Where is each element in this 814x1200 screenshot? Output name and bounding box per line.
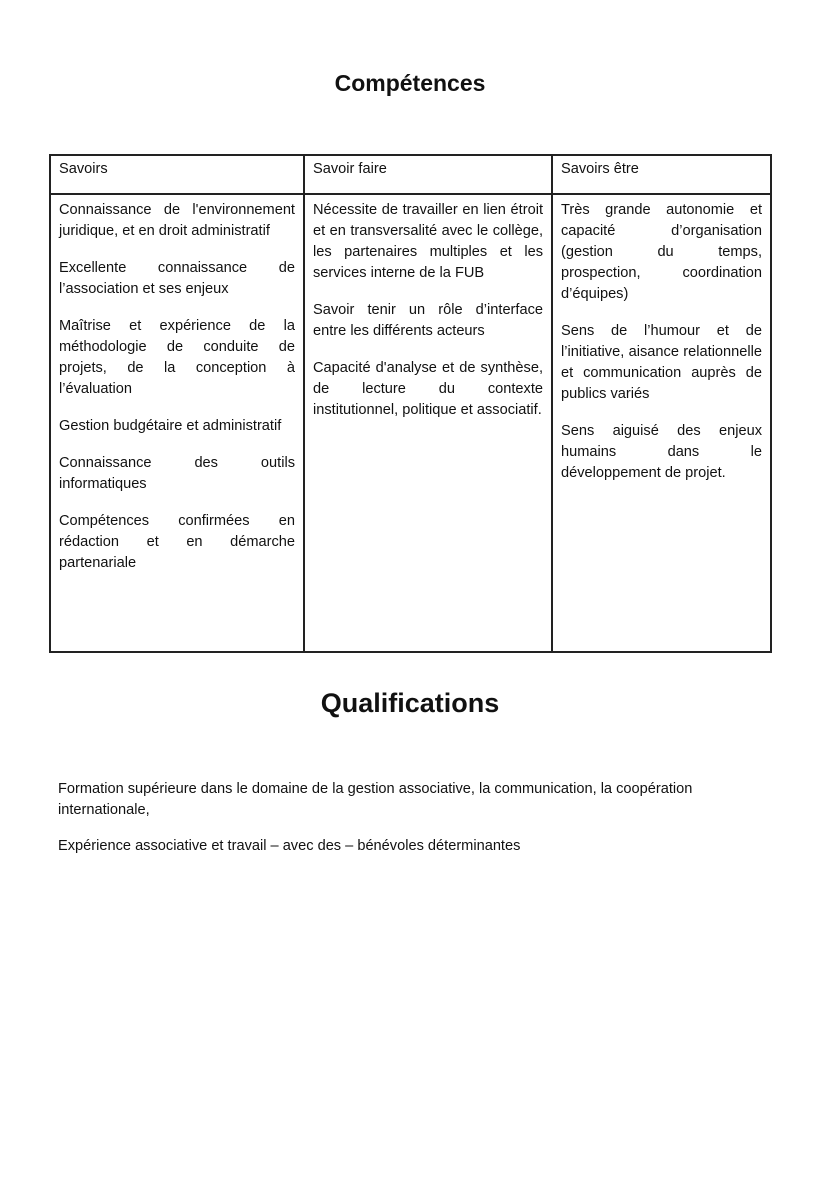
list-item: Maîtrise et expérience de la méthodologie de conduite de projets, de la conception à l’évaluation bbox=[59, 318, 295, 397]
header-savoirs: Savoirs bbox=[50, 155, 304, 194]
competences-title: Compétences bbox=[334, 70, 486, 96]
competences-table bbox=[49, 154, 772, 653]
qualification-paragraph: Formation supérieure dans le domaine de la gestion associative, la communication, la coopération internationale, bbox=[58, 781, 693, 818]
cell-savoir-faire bbox=[304, 194, 552, 652]
header-savoir-faire: Savoir faire bbox=[304, 155, 552, 194]
list-item: Excellente connaissance de l’association et ses enjeux bbox=[59, 260, 295, 297]
header-savoirs-etre: Savoirs être bbox=[552, 155, 771, 194]
list-item: Nécessite de travailler en lien étroit et en transversalité avec le collège, les partenaires multiples et les services interne de la FUB bbox=[313, 202, 543, 281]
table-header-row bbox=[50, 155, 771, 194]
list-item: Sens de l’humour et de l’initiative, aisance relationnelle et communication auprès de publics variés bbox=[561, 323, 762, 402]
table-row bbox=[50, 194, 771, 652]
list-item: Compétences confirmées en rédaction et en démarche partenariale bbox=[59, 513, 295, 571]
list-item: Gestion budgétaire et administratif bbox=[59, 418, 282, 434]
list-item: Connaissance des outils informatiques bbox=[59, 455, 295, 492]
cell-savoirs-etre bbox=[552, 194, 771, 652]
qualifications-title: Qualifications bbox=[320, 688, 500, 718]
cell-savoirs bbox=[50, 194, 304, 652]
list-item: Très grande autonomie et capacité d’organisation (gestion du temps, prospection, coordination d’équipes) bbox=[561, 202, 762, 302]
list-item: Capacité d'analyse et de synthèse, de lecture du contexte institutionnel, politique et associatif. bbox=[313, 360, 543, 418]
list-item: Savoir tenir un rôle d’interface entre les différents acteurs bbox=[313, 302, 543, 339]
list-item: Connaissance de l'environnement juridique, et en droit administratif bbox=[59, 202, 295, 239]
list-item: Sens aiguisé des enjeux humains dans le développement de projet. bbox=[561, 423, 762, 481]
qualification-paragraph: Expérience associative et travail – avec des – bénévoles déterminantes bbox=[58, 838, 521, 854]
